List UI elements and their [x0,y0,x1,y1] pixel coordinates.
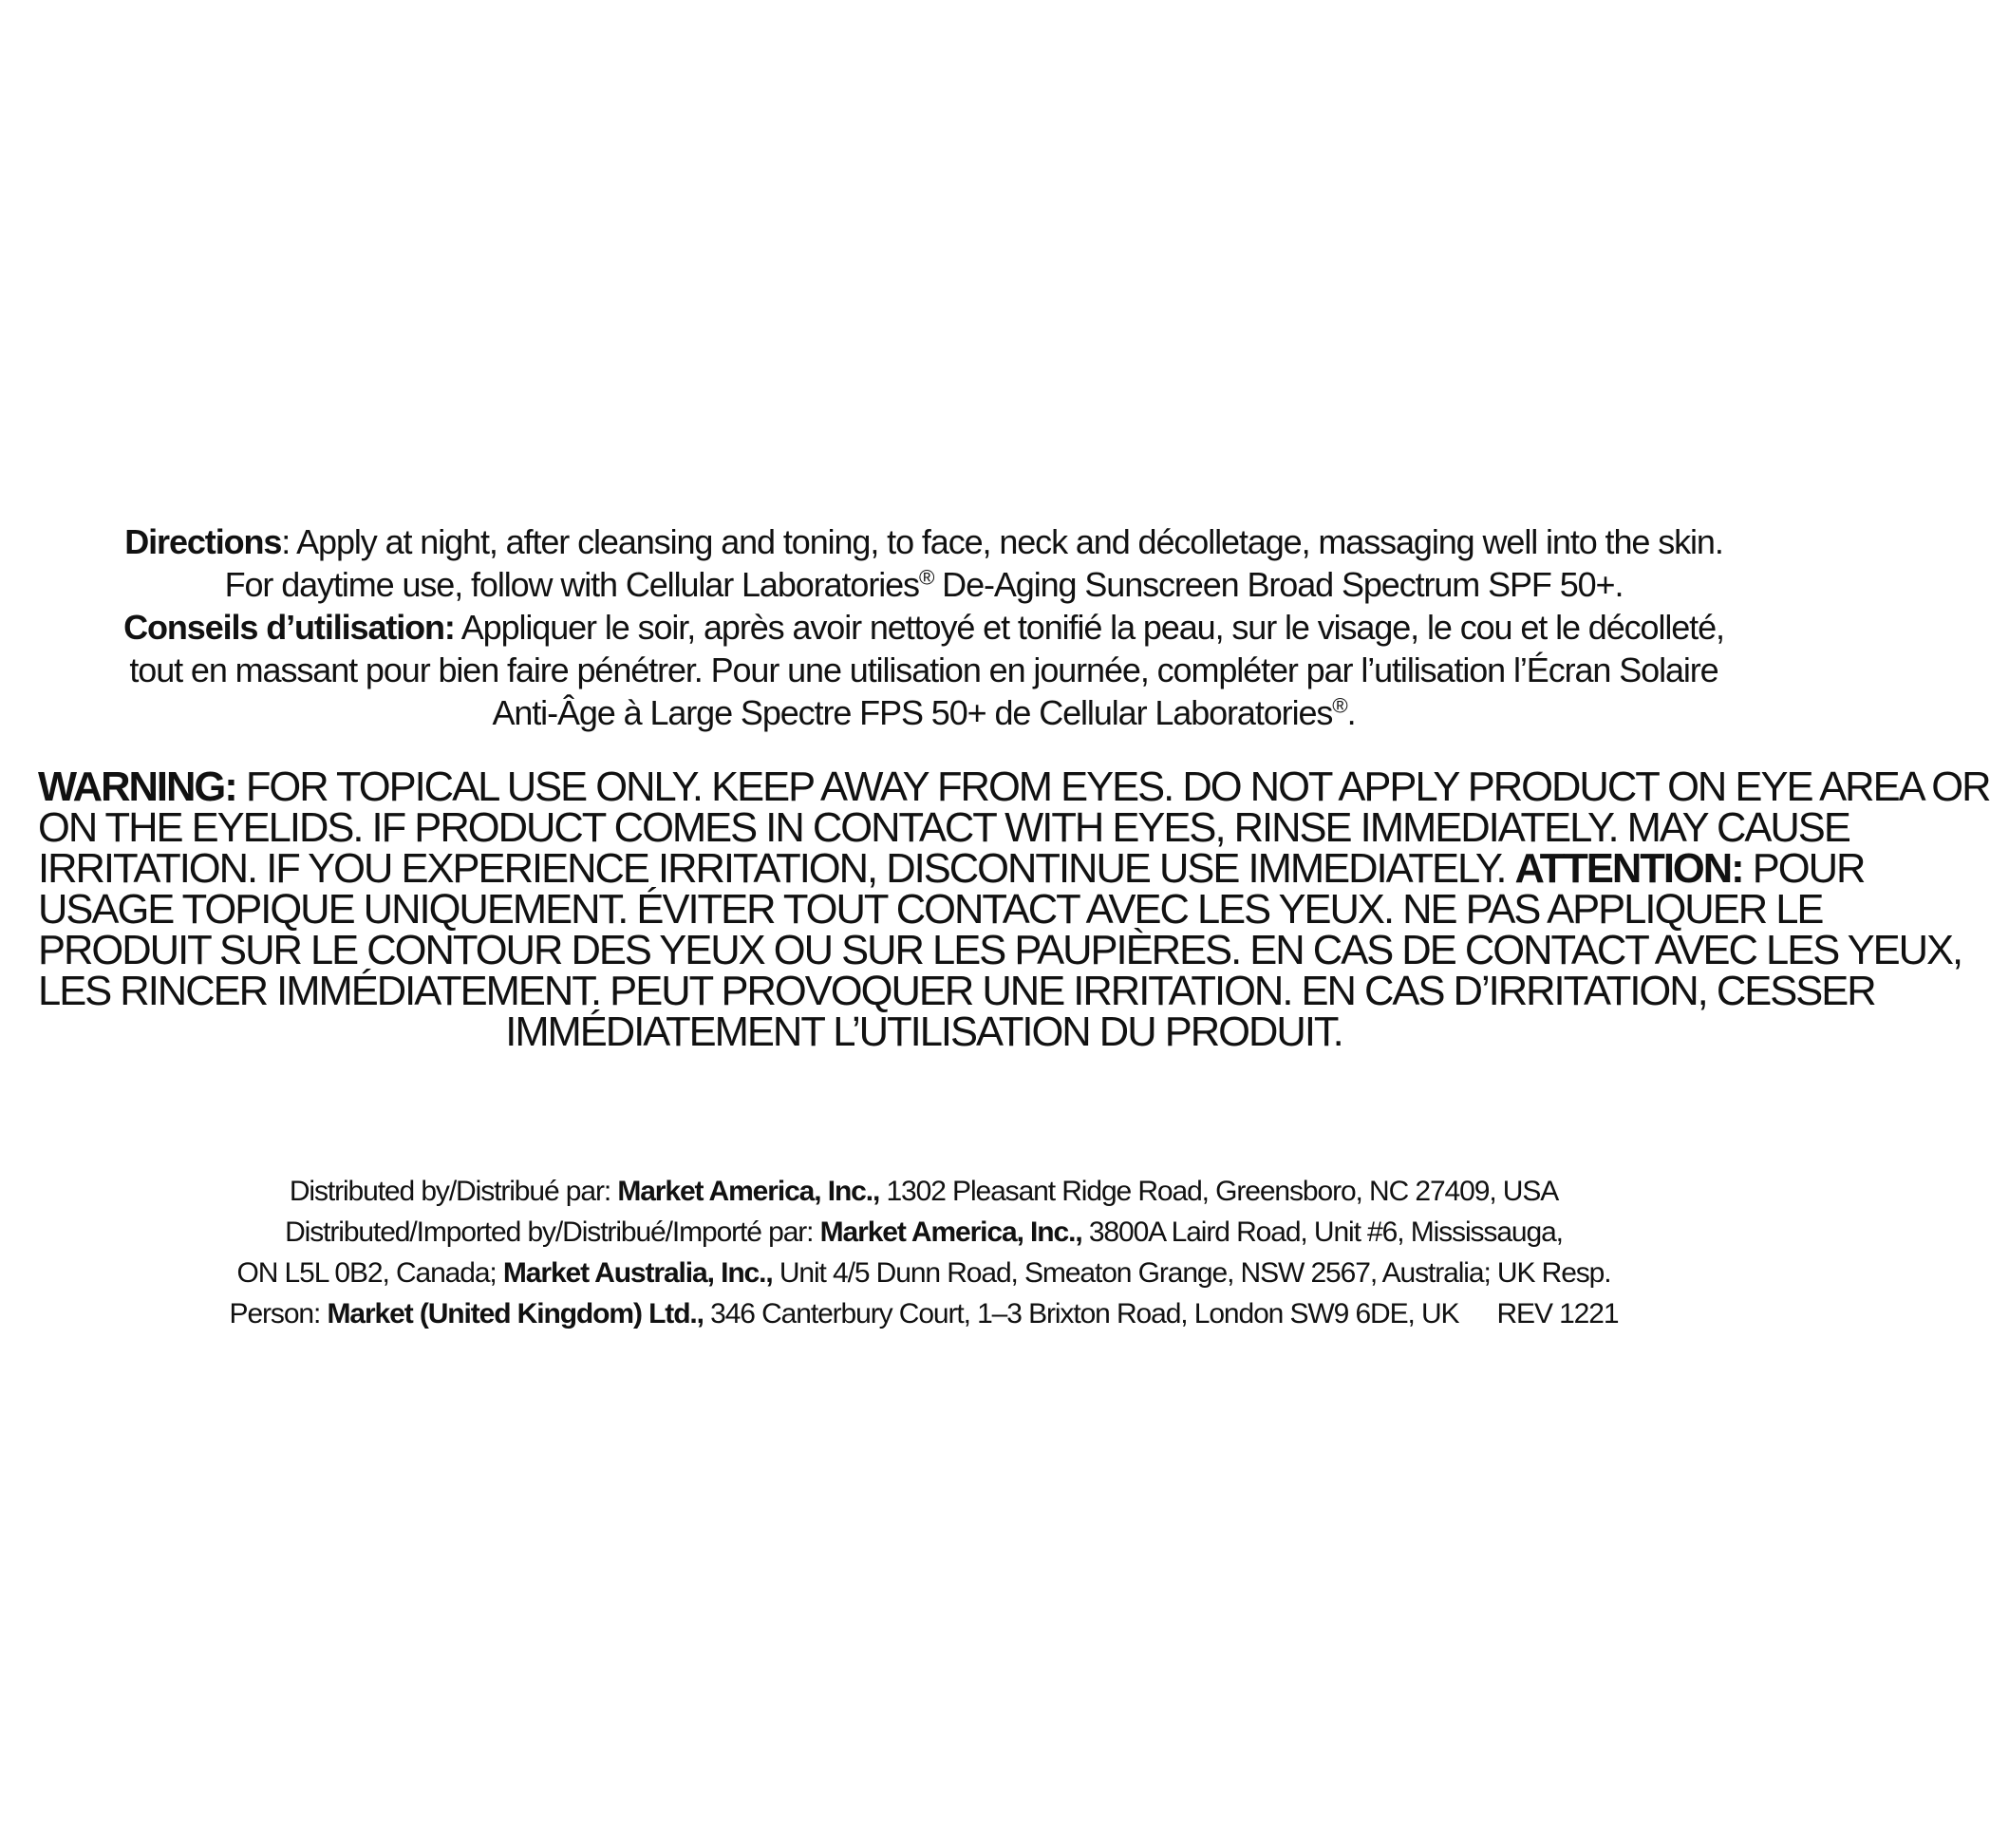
warning-line-6: LES RINCER IMMÉDIATEMENT. PEUT PROVOQUER UNE IRRITATION. EN CAS D’IRRITATION, CESSER [38,969,1875,1014]
registered-mark: ® [1332,693,1347,718]
distributor-company-australia: Market Australia, Inc., [502,1257,773,1289]
distributor-line-3 [38,1253,1810,1293]
warning-text-3b: POUR [1742,846,1865,892]
distributor-text-4a: Person: [229,1298,328,1329]
distributor-line-2 [38,1212,1810,1253]
distributor-text-1c: 1302 Pleasant Ridge Road, Greensboro, NC 27409, USA [879,1176,1559,1207]
directions-en-text-2b: De-Aging Sunscreen Broad Spectrum SPF 50+. [933,565,1624,604]
warning-line-7: IMMÉDIATEMENT L’UTILISATION DU PRODUIT. [505,1009,1342,1055]
directions-fr-text-1: Appliquer le soir, après avoir nettoyé et tonifié la peau, sur le visage, le cou et le décolleté, [454,608,1724,647]
warning-text-3a: IRRITATION. IF YOU EXPERIENCE IRRITATION, DISCONTINUE USE IMMEDIATELY. [38,846,1515,892]
warning-line-5: PRODUIT SUR LE CONTOUR DES YEUX OU SUR LES PAUPIÈRES. EN CAS DE CONTACT AVEC LES YEUX, [38,928,1962,973]
distributor-company-uk: Market (United Kingdom) Ltd., [327,1298,704,1329]
distributor-text-3c: Unit 4/5 Dunn Road, Smeaton Grange, NSW 2567, Australia; UK Resp. [772,1257,1611,1289]
directions-fr-text-3a: Anti-Âge à Large Spectre FPS 50+ de Cellular Laboratories [492,693,1333,732]
distributor-text-4c: 346 Canterbury Court, 1–3 Brixton Road, London SW9 6DE, UK [703,1298,1459,1329]
directions-en-text-1: : Apply at night, after cleansing and toning, to face, neck and décolletage, massaging well into the skin. [281,522,1723,561]
warning-text-1: FOR TOPICAL USE ONLY. KEEP AWAY FROM EYES. DO NOT APPLY PRODUCT ON EYE AREA OR [235,764,1990,810]
distributor-text-3a: ON L5L 0B2, Canada; [236,1257,503,1289]
distributor-section [38,1171,1810,1334]
directions-fr-line-2: tout en massant pour bien faire pénétrer. Pour une utilisation en journée, compléter par l’utilisation l’Écran Solaire [129,651,1718,689]
directions-en-label: Directions [124,522,282,561]
distributor-company-usa: Market America, Inc., [617,1176,880,1207]
warning-en-label: WARNING: [38,764,236,810]
distributor-company-canada: Market America, Inc., [819,1216,1082,1248]
directions-fr-text-3b: . [1346,693,1356,732]
warning-line-2: ON THE EYELIDS. IF PRODUCT COMES IN CONTACT WITH EYES, RINSE IMMEDIATELY. MAY CAUSE [38,805,1849,851]
warning-section [38,764,1990,1055]
distributor-text-2a: Distributed/Imported by/Distribué/Importé par: [285,1216,820,1248]
registered-mark: ® [918,565,934,590]
directions-fr-line-1 [38,606,1810,649]
directions-fr-label: Conseils d’utilisation: [123,608,455,647]
directions-en-line-1 [38,520,1810,563]
directions-section [38,520,1810,734]
revision-code: REV 1221 [1496,1298,1619,1329]
directions-en-text-2a: For daytime use, follow with Cellular Laboratories [224,565,919,604]
directions-en-line-2 [38,563,1810,606]
warning-line-4: USAGE TOPIQUE UNIQUEMENT. ÉVITER TOUT CONTACT AVEC LES YEUX. NE PAS APPLIQUER LE [38,887,1823,933]
warning-line-1 [38,764,1990,810]
warning-line-3 [38,846,1865,892]
warning-fr-label: ATTENTION: [1514,846,1743,892]
distributor-text-1a: Distributed by/Distribué par: [289,1176,618,1207]
distributor-line-4 [38,1293,1810,1334]
directions-fr-line-3 [38,691,1810,734]
distributor-line-1 [38,1171,1810,1212]
distributor-text-2c: 3800A Laird Road, Unit #6, Mississauga, [1081,1216,1563,1248]
